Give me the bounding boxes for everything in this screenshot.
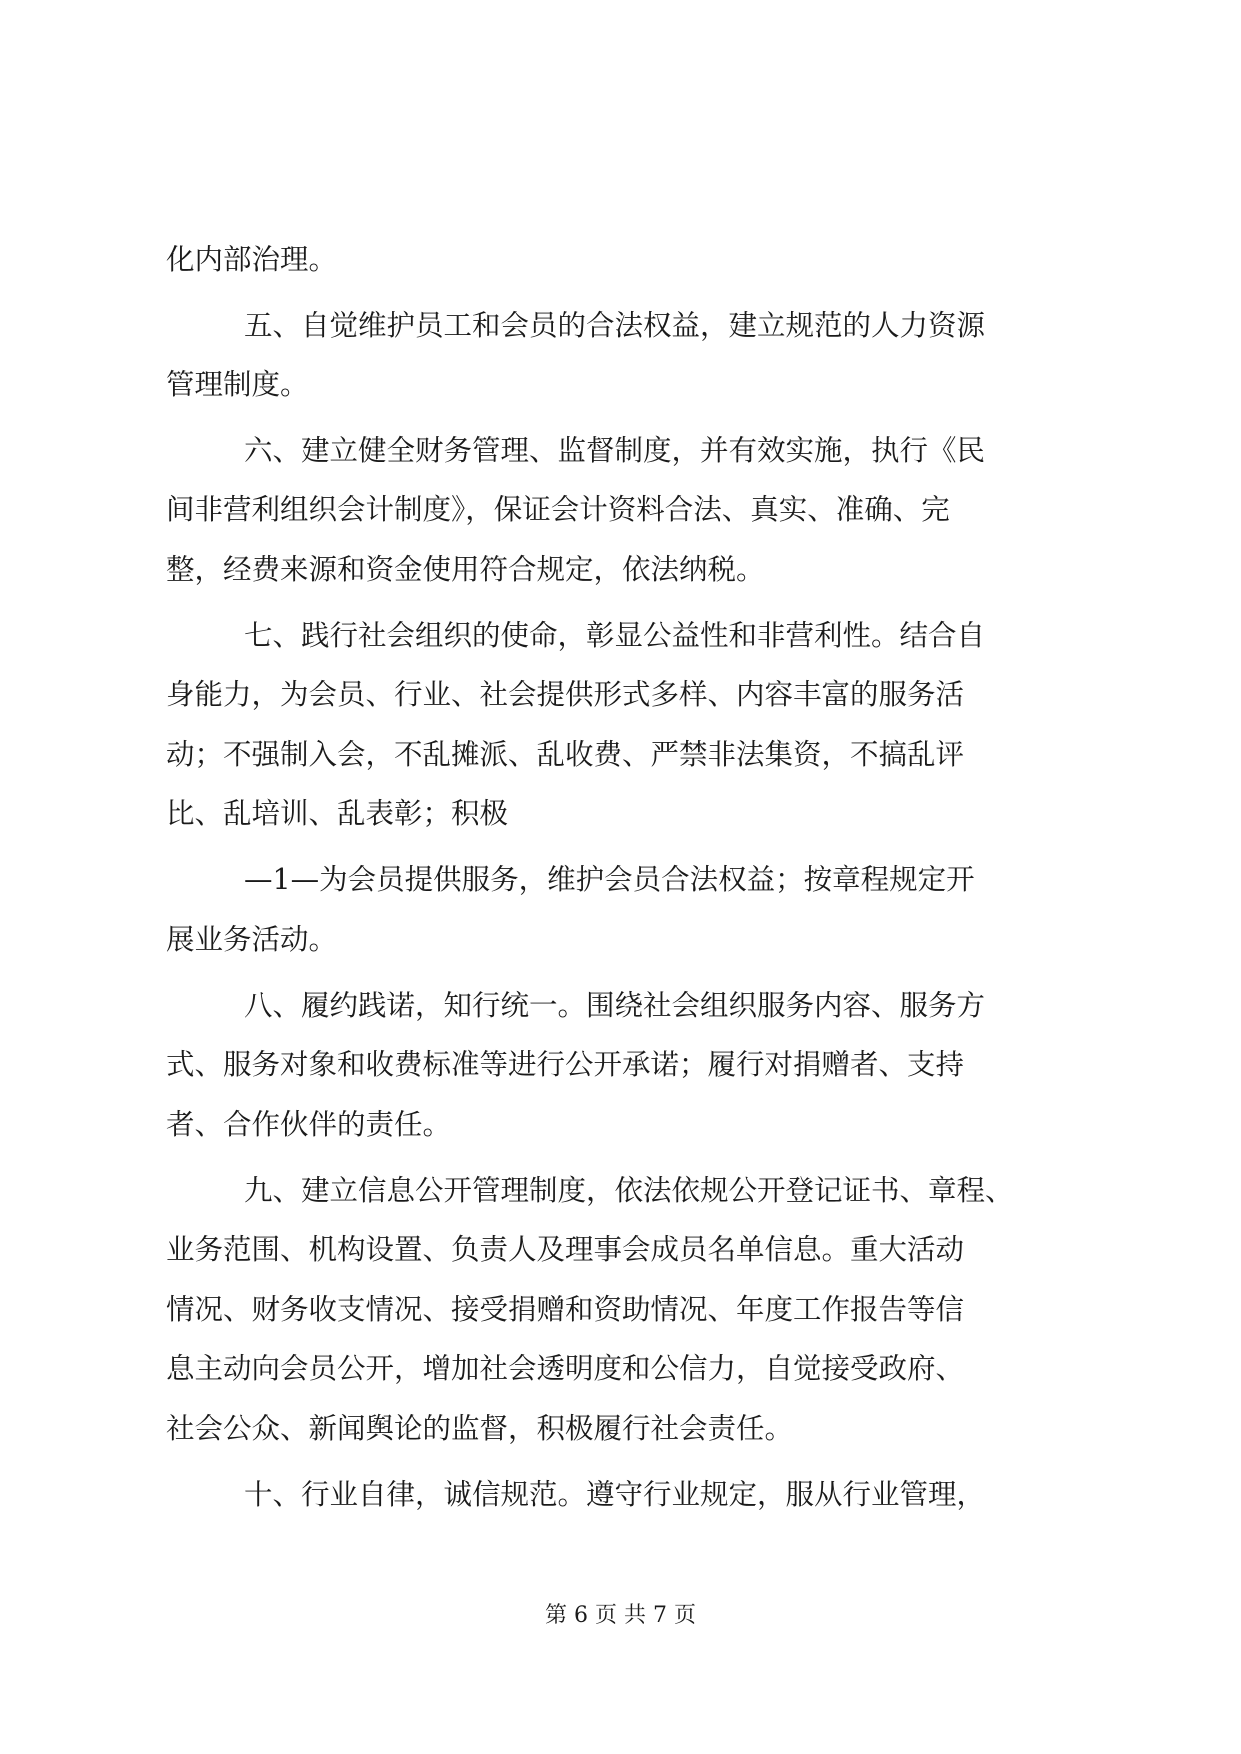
text-line-15: 者、合作伙伴的责任。	[166, 1108, 452, 1141]
text-line-6: 整，经费来源和资金使用符合规定，依法纳税。	[166, 553, 765, 586]
text-line-16: 九、建立信息公开管理制度，依法依规公开登记证书、章程、	[244, 1174, 1014, 1207]
text-line-13: 八、履约践诺，知行统一。围绕社会组织服务内容、服务方	[244, 989, 986, 1022]
text-line-20: 社会公众、新闻舆论的监督，积极履行社会责任。	[166, 1412, 794, 1445]
text-line-2: 五、自觉维护员工和会员的合法权益，建立规范的人力资源	[244, 309, 986, 342]
text-line-5: 间非营利组织会计制度》，保证会计资料合法、真实、准确、完	[166, 493, 950, 526]
text-line-7: 七、践行社会组织的使命，彰显公益性和非营利性。结合自	[244, 619, 986, 652]
text-line-14: 式、服务对象和收费标准等进行公开承诺；履行对捐赠者、支持	[166, 1048, 965, 1081]
text-line-11: —1—为会员提供服务，维护会员合法权益；按章程规定开	[244, 863, 975, 896]
text-line-9: 动；不强制入会，不乱摊派、乱收费、严禁非法集资，不搞乱评	[166, 738, 965, 771]
text-line-12: 展业务活动。	[166, 923, 338, 956]
text-line-21: 十、行业自律，诚信规范。遵守行业规定，服从行业管理，	[244, 1478, 986, 1511]
text-line-10: 比、乱培训、乱表彰；积极	[166, 797, 509, 830]
text-line-4: 六、建立健全财务管理、监督制度，并有效实施，执行《民	[244, 434, 986, 467]
text-line-18: 情况、财务收支情况、接受捐赠和资助情况、年度工作报告等信	[166, 1293, 965, 1326]
text-line-3: 管理制度。	[166, 368, 309, 401]
text-line-1: 化内部治理。	[166, 243, 338, 276]
text-line-8: 身能力，为会员、行业、社会提供形式多样、内容丰富的服务活	[166, 678, 965, 711]
page-number-footer: 第 6 页 共 7 页	[545, 1603, 696, 1628]
text-line-17: 业务范围、机构设置、负责人及理事会成员名单信息。重大活动	[166, 1233, 965, 1266]
text-line-19: 息主动向会员公开，增加社会透明度和公信力，自觉接受政府、	[166, 1352, 965, 1385]
